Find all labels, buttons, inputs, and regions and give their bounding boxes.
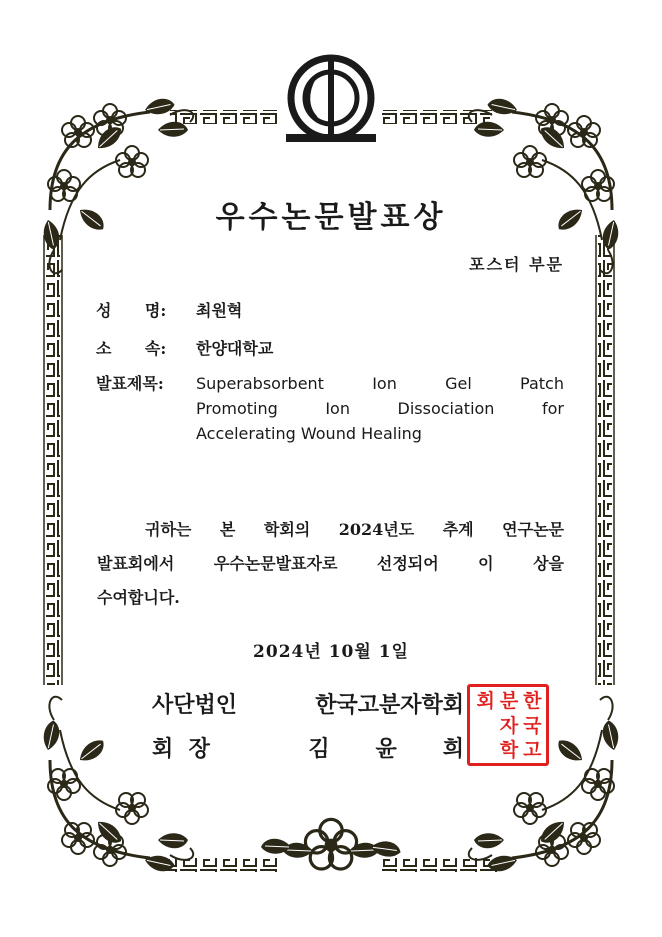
organization-name: 사단법인 한국고분자학회 bbox=[152, 692, 464, 718]
seal-character: 회 bbox=[476, 690, 495, 712]
affiliation-label: 소 속: bbox=[96, 339, 167, 358]
citation-text bbox=[97, 513, 564, 615]
name-label: 성 명: bbox=[96, 301, 167, 320]
citation-line: 귀하는 본 학회의 2024년도 추계 연구논문 bbox=[145, 520, 564, 539]
president-title: 회 장 bbox=[152, 736, 210, 762]
award-date: 2024년 10월 1일 bbox=[253, 642, 409, 662]
seal-character: 국 bbox=[523, 714, 542, 737]
paper-title bbox=[196, 371, 564, 446]
paper-title-line: Accelerating Wound Healing bbox=[196, 424, 422, 443]
name-value: 최원혁 bbox=[196, 301, 243, 320]
citation-line: 수여합니다. bbox=[97, 588, 180, 607]
seal-character: 고 bbox=[523, 739, 542, 762]
seal-character: 자 bbox=[499, 714, 519, 737]
paper-title-label: 발표제목: bbox=[96, 374, 164, 393]
citation-line: 발표회에서 우수논문발표자로 선정되어 이 상을 bbox=[97, 554, 564, 573]
official-seal-icon bbox=[467, 684, 549, 766]
certificate-title: 우수논문발표상 bbox=[215, 200, 447, 235]
paper-title-line: Superabsorbent Ion Gel Patch bbox=[196, 374, 564, 393]
paper-title-line: Promoting Ion Dissociation for bbox=[196, 399, 564, 418]
society-emblem-icon bbox=[286, 58, 376, 142]
seal-character: 분 bbox=[499, 690, 519, 712]
seal-character bbox=[474, 714, 497, 739]
president-name: 김 윤 희 bbox=[308, 736, 464, 762]
award-category: 포스터 부문 bbox=[469, 255, 564, 274]
seal-character bbox=[474, 738, 497, 763]
affiliation-value: 한양대학교 bbox=[196, 339, 274, 358]
president-line bbox=[152, 732, 464, 763]
seal-character: 학 bbox=[499, 739, 519, 762]
seal-character: 한 bbox=[523, 690, 542, 712]
